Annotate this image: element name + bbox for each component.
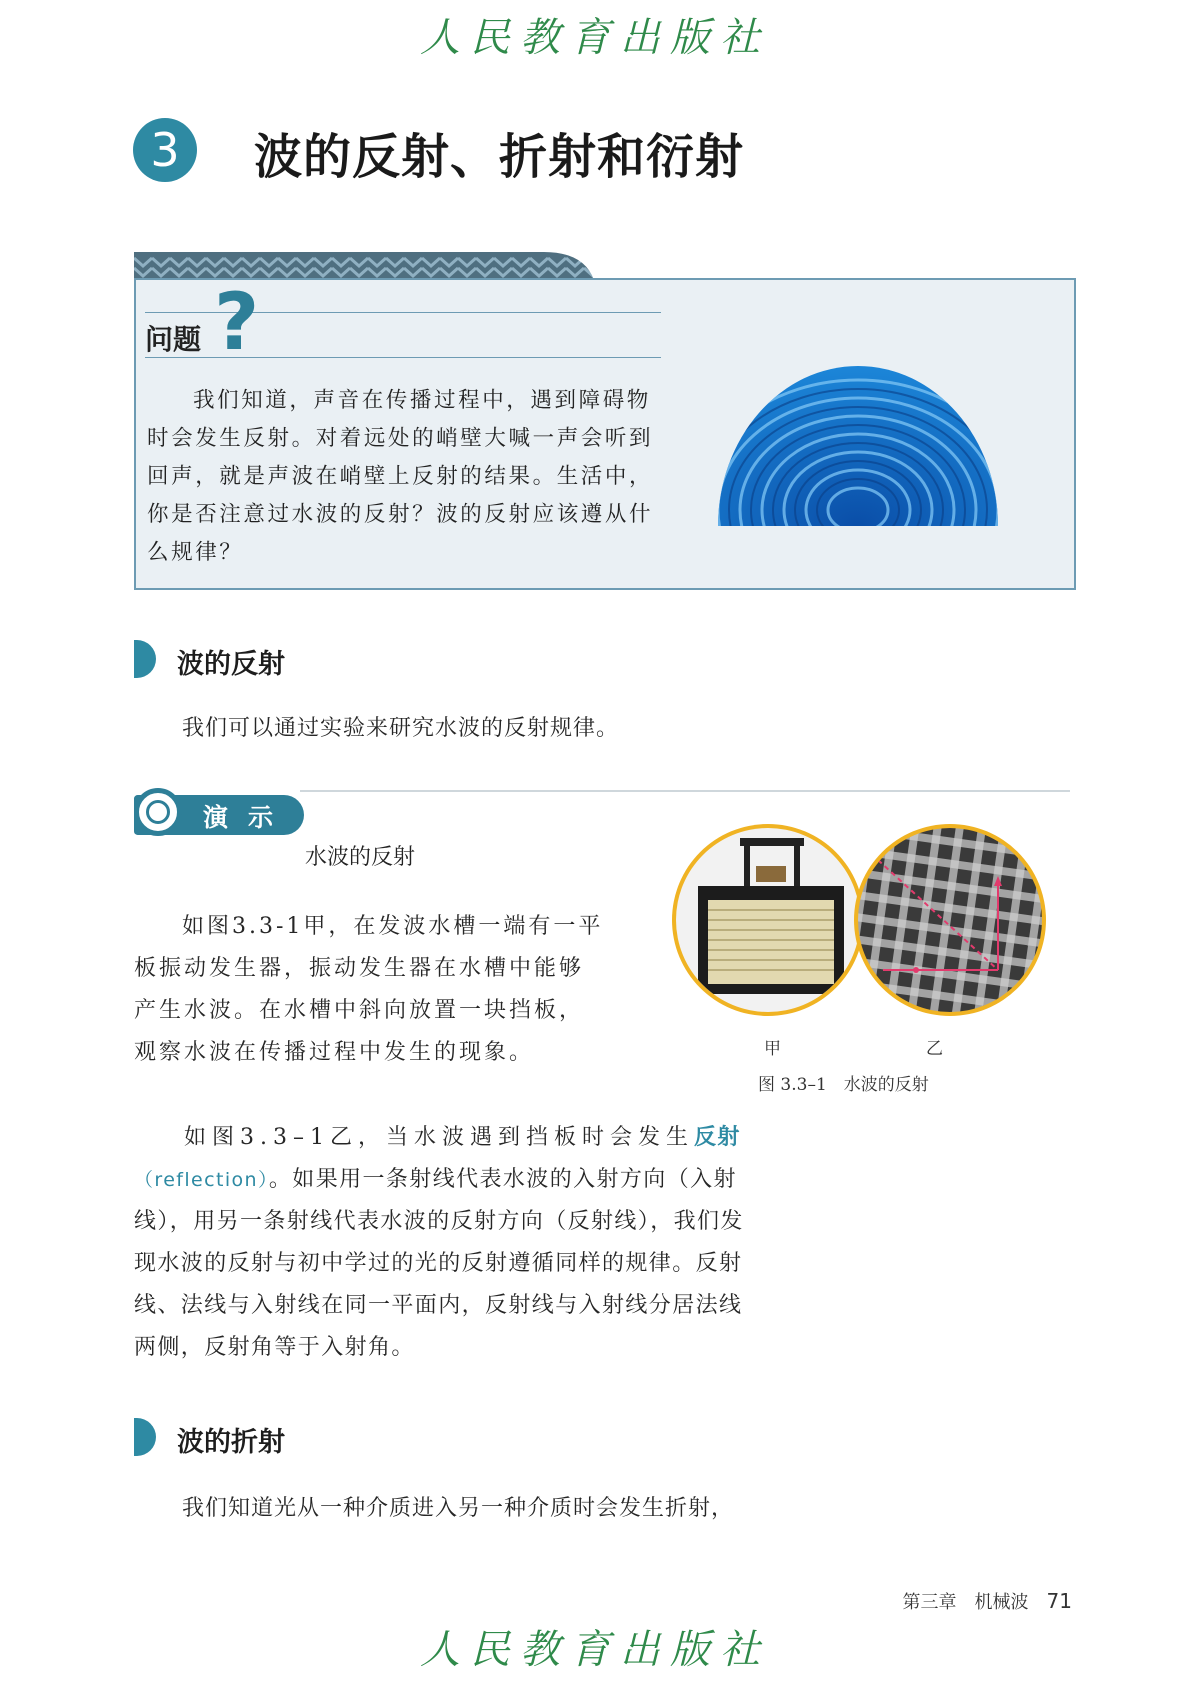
term-reflection: 反射	[694, 1125, 741, 1150]
demo-divider	[300, 790, 1070, 792]
demo-ring-inner-icon	[146, 800, 170, 824]
demo-label: 演示	[203, 803, 294, 832]
figure-caption: 图 3.3–1 水波的反射	[758, 1075, 929, 1095]
heading-marker-icon	[134, 640, 156, 678]
figure-label-b: 乙	[926, 1039, 943, 1059]
water-wave-image	[718, 340, 998, 526]
publisher-logo-bottom: 人民教育出版社	[420, 1627, 770, 1673]
reflection-body-pre: 如图3.3–1乙，当水波遇到挡板时会发生	[184, 1125, 694, 1150]
heading-reflection: 波的反射	[177, 649, 285, 680]
question-banner-pattern	[134, 252, 594, 280]
refraction-intro: 我们知道光从一种介质进入另一种介质时会发生折射，	[182, 1496, 735, 1521]
section-number: 3	[133, 118, 197, 182]
heading-refraction: 波的折射	[177, 1427, 285, 1458]
reflection-intro: 我们可以通过实验来研究水波的反射规律。	[182, 716, 620, 741]
publisher-logo-top: 人民教育出版社	[420, 15, 770, 61]
figure-ripple-tank	[668, 820, 1048, 1020]
footer-chapter: 第三章 机械波	[902, 1592, 1029, 1613]
term-reflection-en: （reflection）	[134, 1169, 269, 1191]
reflection-body-post: 。如果用一条射线代表水波的入射方向（入射线），用另一条射线代表水波的反射方向（反射线），我们发现水波的反射与初中学过的光的反射遵循同样的规律。反射线、法线与入射线在同一平面内，反射线与入射线分居法线两侧，反射角等于入射角。	[134, 1167, 744, 1360]
heading-marker-icon-2	[134, 1418, 156, 1456]
question-mark-icon: ?	[214, 278, 260, 368]
question-title: 问题	[145, 323, 202, 356]
page-footer	[903, 1588, 1072, 1614]
figure-label-a: 甲	[764, 1039, 781, 1059]
page-title: 波的反射、折射和衍射	[254, 129, 745, 185]
demo-title: 水波的反射	[305, 845, 416, 870]
demo-text: 如图3.3-1甲，在发波水槽一端有一平板振动发生器，振动发生器在水槽中能够产生水波。在水槽中斜向放置一块挡板，观察水波在传播过程中发生的现象。	[134, 914, 604, 1065]
question-text: 我们知道，声音在传播过程中，遇到障碍物时会发生反射。对着远处的峭壁大喊一声会听到回声，就是声波在峭壁上反射的结果。生活中，你是否注意过水波的反射？波的反射应该遵从什么规律？	[147, 388, 654, 565]
page-number: 71	[1046, 1589, 1072, 1613]
reflection-body	[134, 1117, 754, 1369]
